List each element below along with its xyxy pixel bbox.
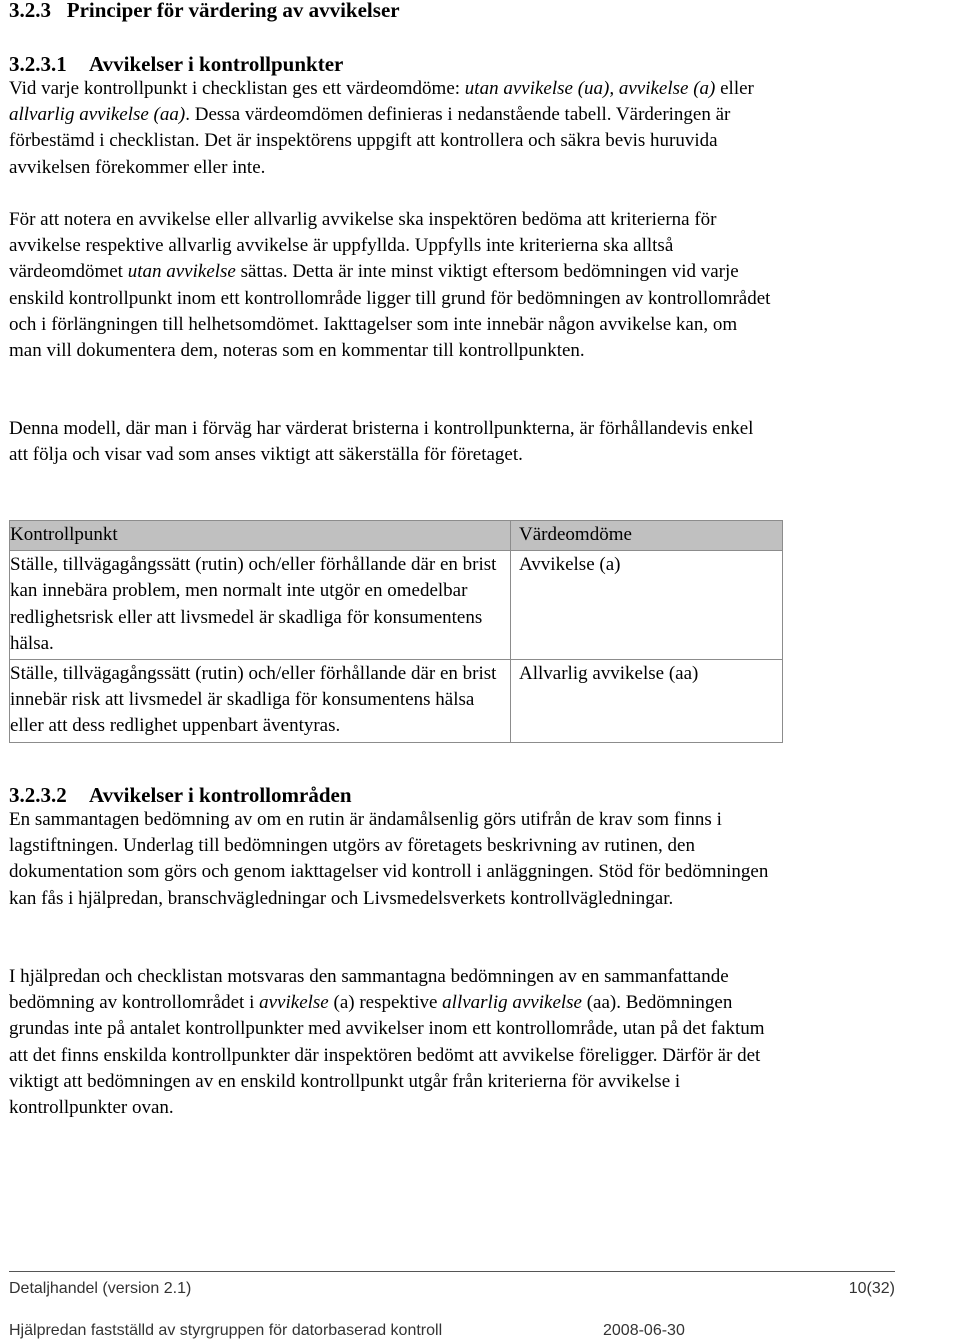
subsection-title-1: Avvikelser i kontrollpunkter: [89, 52, 344, 76]
table-row: [10, 551, 783, 660]
section-number: 3.2.3: [9, 0, 51, 22]
paragraph-1-text-c: . Dessa värdeomdömen definieras i nedanstående tabell. Värderingen är förbestämd i checklistan. Det är inspektörens uppgift att kontrollera och säkra bevis huruvida avvikelsen förekommer eller inte.: [9, 104, 731, 178]
paragraph-4-text: En sammantagen bedömning av om en rutin är ändamålsenlig görs utifrån de krav som finns i lagstiftningen. Underlag till bedömningen utgörs av företagets beskrivning av rutinen, den dokumentation som görs och genom iakttagelser vid kontroll i anläggningen. Stöd för bedömningen kan fås i hjälpredan, branschvägledningar och Livsmedelsverkets kontrollvägledningar.: [9, 809, 769, 909]
table-header-control-point: Kontrollpunkt: [10, 521, 511, 551]
paragraph-2-text-a: För att notera en avvikelse eller allvarlig avvikelse ska inspektören bedöma att kriterierna för avvikelse respektive allvarlig avvikelse är uppfyllda. Uppfylls inte kriterierna ska alltså värdeomdömet: [9, 209, 717, 283]
subsection-heading-1: [9, 52, 343, 77]
table-cell-control-point: Ställe, tillvägagångssätt (rutin) och/eller förhållande där en brist innebär risk att livsmedel är skadliga för konsumentens hälsa eller att dess redlighet uppenbart äventyras.: [10, 660, 511, 743]
footer-approval-text: Hjälpredan fastställd av styrgruppen för datorbaserad kontroll: [9, 1322, 443, 1339]
table-header-row: [10, 521, 783, 551]
subsection-heading-2: [9, 783, 352, 808]
table-cell-rating: Allvarlig avvikelse (aa): [511, 660, 783, 743]
paragraph-5-text-c: (aa). Bedömningen grundas inte på antalet kontrollpunkter med avvikelser inom ett kontrollområde, utan på det faktum att det finns enskilda kontrollpunkter där inspektören bedömt att avvikelse föreligger. Därför är det viktigt att bedömningen av en enskild kontrollpunkt utgår från kriterierna för avvikelse i kontrollpunkter ovan.: [9, 992, 765, 1119]
paragraph-2-text-b: sättas. Detta är inte minst viktigt eftersom bedömningen vid varje enskild kontrollpunkt inom ett kontrollområde ligger till grund för bedömningen av kontrollområdet och i förlängningen till helhetsomdömet. Iakttagelser som inte innebär någon avvikelse kan, om man vill dokumentera dem, noteras som en kommentar till kontrollpunkten.: [9, 261, 771, 362]
paragraph-5-text-a: I hjälpredan och checklistan motsvaras den sammantagna bedömningen av en sammanfattande bedömning av kontrollområdet i: [9, 966, 729, 1014]
paragraph-5: [9, 964, 774, 1121]
paragraph-5-italic-a: avvikelse: [259, 992, 329, 1014]
paragraph-3-text: Denna modell, där man i förväg har värderat bristerna i kontrollpunkterna, är förhållandevis enkel att följa och visar vad som anses viktigt att säkerställa för företaget.: [9, 418, 754, 466]
paragraph-3: [9, 416, 774, 468]
paragraph-1-italic-b: allvarlig avvikelse (aa): [9, 104, 186, 126]
footer-date: 2008-06-30: [603, 1322, 685, 1339]
paragraph-1-italic-a: utan avvikelse (ua), avvikelse (a): [464, 78, 716, 99]
paragraph-1-text-b: eller: [715, 78, 754, 99]
paragraph-4: [9, 807, 774, 912]
table-cell-control-point: Ställe, tillvägagångssätt (rutin) och/eller förhållande där en brist kan innebära problem, men normalt inte utgör en omedelbar redlighetsrisk eller att livsmedel är skadliga för konsumentens hälsa.: [10, 551, 511, 660]
subsection-number-2: 3.2.3.2: [9, 783, 67, 807]
footer-doc-title: Detaljhandel (version 2.1): [9, 1280, 192, 1297]
paragraph-5-italic-b: allvarlig avvikelse: [442, 992, 582, 1014]
paragraph-2-italic-a: utan avvikelse: [127, 261, 236, 283]
footer-line-1: [9, 1280, 895, 1298]
table-header-rating: Värdeomdöme: [511, 521, 783, 551]
criteria-table: [9, 520, 783, 743]
paragraph-2: [9, 207, 774, 364]
section-heading: [9, 0, 400, 23]
footer-page-number: 10(32): [848, 1280, 895, 1297]
paragraph-1: [9, 76, 774, 181]
footer-line-2: [9, 1322, 895, 1340]
paragraph-1-text-a: Vid varje kontrollpunkt i checklistan ges ett värdeomdöme:: [9, 78, 465, 99]
table-cell-rating: Avvikelse (a): [511, 551, 783, 660]
section-title: Principer för värdering av avvikelser: [66, 0, 400, 22]
footer-divider: [9, 1271, 895, 1272]
paragraph-5-text-b: (a) respektive: [328, 992, 443, 1014]
subsection-title-2: Avvikelser i kontrollområden: [89, 783, 352, 807]
table-row: [10, 660, 783, 743]
subsection-number-1: 3.2.3.1: [9, 52, 67, 76]
